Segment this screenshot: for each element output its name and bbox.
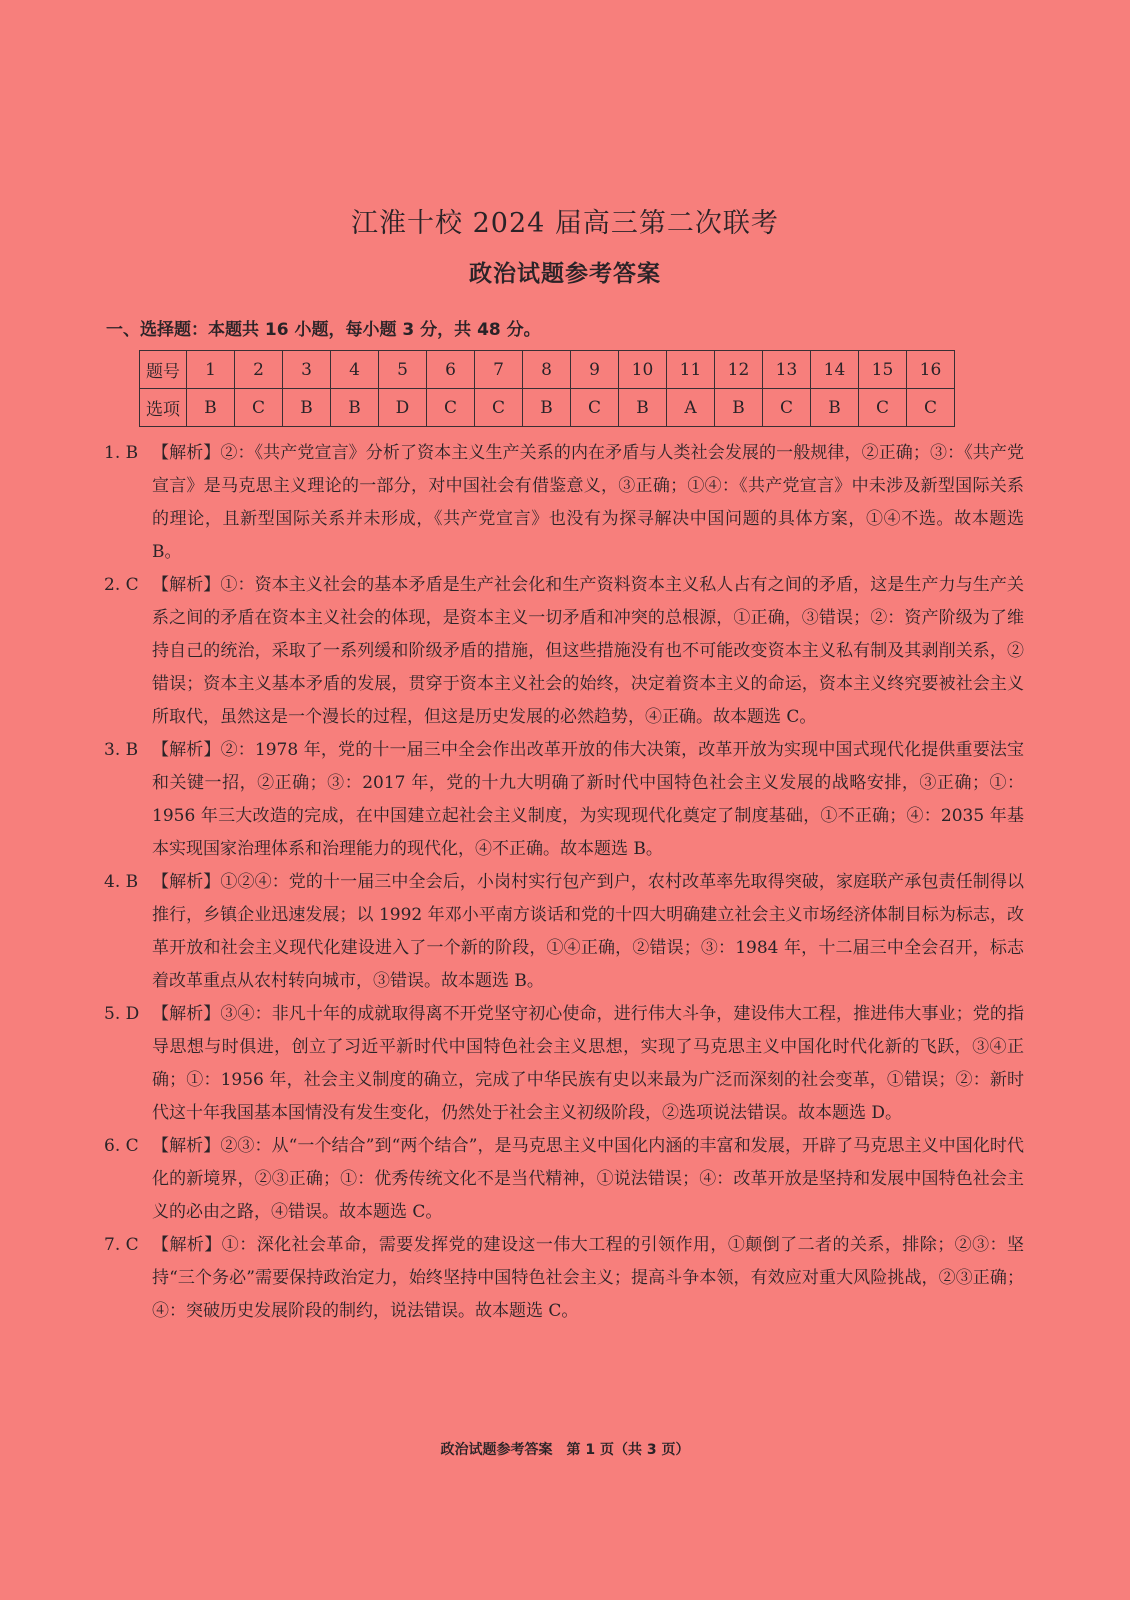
table-cell-number: 7 (475, 351, 523, 389)
item-text: 【解析】①：深化社会革命，需要发挥党的建设这一伟大工程的引领作用，①颠倒了二者的关系，排除；②③：坚持“三个务必”需要保持政治定力，始终坚持中国特色社会主义；提高斗争本领，有效应对重大风险挑战，②③正确；④：突破历史发展阶段的制约，说法错误。故本题选 C。 (152, 1235, 1024, 1321)
table-cell-choice: C (427, 389, 475, 427)
table-cell-number: 6 (427, 351, 475, 389)
table-cell-number: 16 (907, 351, 955, 389)
item-text: 【解析】②：1978 年，党的十一届三中全会作出改革开放的伟大决策，改革开放为实现中国式现代化提供重要法宝和关键一招，②正确；③：2017 年，党的十九大明确了新时代中国特色社会主义发展的战略安排，③正确；①：1956 年三大改造的完成，在中国建立起社会主义制度，为实现现代化奠定了制度基础，①不正确；④：2035 年基本实现国家治理体系和治理能力的现代化，④不正确。故本题选 B。 (152, 740, 1024, 859)
table-cell-number: 3 (283, 351, 331, 389)
table-cell-choice: B (523, 389, 571, 427)
explanation-item (104, 1229, 1024, 1328)
table-cell-choice: A (667, 389, 715, 427)
table-cell-number: 12 (715, 351, 763, 389)
item-number: 6. C (104, 1136, 139, 1156)
page-footer: 政治试题参考答案 第 1 页（共 3 页） (440, 1442, 690, 1458)
table-cell-choice: C (571, 389, 619, 427)
table-cell-choice: B (811, 389, 859, 427)
table-cell-number: 15 (859, 351, 907, 389)
item-text: 【解析】③④：非凡十年的成就取得离不开党坚守初心使命，进行伟大斗争，建设伟大工程，推进伟大事业；党的指导思想与时俱进，创立了习近平新时代中国特色社会主义思想，实现了马克思主义中国化时代化新的飞跃，③④正确；①：1956 年，社会主义制度的确立，完成了中华民族有史以来最为广泛而深刻的社会变革，①错误；②：新时代这十年我国基本国情没有发生变化，仍然处于社会主义初级阶段，②选项说法错误。故本题选 D。 (152, 1004, 1024, 1123)
explanation-list (104, 437, 1024, 1328)
explanation-item (104, 998, 1024, 1130)
item-text: 【解析】②③：从“一个结合”到“两个结合”，是马克思主义中国化内涵的丰富和发展，开辟了马克思主义中国化时代化的新境界，②③正确；①：优秀传统文化不是当代精神，①说法错误；④：改革开放是坚持和发展中国特色社会主义的必由之路，④错误。故本题选 C。 (152, 1136, 1024, 1222)
table-cell-number: 8 (523, 351, 571, 389)
table-cell-number: 13 (763, 351, 811, 389)
row-label-number: 题号 (140, 351, 187, 389)
table-cell-number: 5 (379, 351, 427, 389)
item-text: 【解析】①②④：党的十一届三中全会后，小岗村实行包产到户，农村改革率先取得突破，家庭联产承包责任制得以推行，乡镇企业迅速发展；以 1992 年邓小平南方谈话和党的十四大明确建立社会主义市场经济体制目标为标志，改革开放和社会主义现代化建设进入了一个新的阶段，①④正确，②错误；③：1984 年，十二届三中全会召开，标志着改革重点从农村转向城市，③错误。故本题选 B。 (152, 872, 1024, 991)
exam-title: 江淮十校 2024 届高三第二次联考 (351, 208, 779, 239)
row-label-choice: 选项 (140, 389, 187, 427)
explanation-item (104, 1130, 1024, 1229)
table-cell-number: 2 (235, 351, 283, 389)
explanation-item (104, 437, 1024, 569)
item-number: 2. C (104, 575, 139, 595)
table-cell-number: 11 (667, 351, 715, 389)
table-cell-number: 4 (331, 351, 379, 389)
item-number: 3. B (104, 740, 139, 760)
table-cell-choice: C (907, 389, 955, 427)
table-cell-choice: B (187, 389, 235, 427)
answer-table-choice-row (140, 389, 955, 427)
table-cell-choice: C (475, 389, 523, 427)
item-text: 【解析】②：《共产党宣言》分析了资本主义生产关系的内在矛盾与人类社会发展的一般规律，②正确；③：《共产党宣言》是马克思主义理论的一部分，对中国社会有借鉴意义，③正确；①④：《共产党宣言》中未涉及新型国际关系的理论，且新型国际关系并未形成，《共产党宣言》也没有为探寻解决中国问题的具体方案，①④不选。故本题选 B。 (152, 443, 1024, 562)
explanation-item (104, 866, 1024, 998)
item-text: 【解析】①：资本主义社会的基本矛盾是生产社会化和生产资料资本主义私人占有之间的矛盾，这是生产力与生产关系之间的矛盾在资本主义社会的体现，是资本主义一切矛盾和冲突的总根源，①正确，③错误；②：资产阶级为了维持自己的统治，采取了一系列缓和阶级矛盾的措施，但这些措施没有也不可能改变资本主义私有制及其剥削关系，②错误；资本主义基本矛盾的发展，贯穿于资本主义社会的始终，决定着资本主义的命运，资本主义终究要被社会主义所取代，虽然这是一个漫长的过程，但这是历史发展的必然趋势，④正确。故本题选 C。 (152, 575, 1024, 727)
table-cell-number: 10 (619, 351, 667, 389)
item-number: 7. C (104, 1235, 139, 1255)
table-cell-choice: B (715, 389, 763, 427)
table-cell-number: 1 (187, 351, 235, 389)
item-number: 4. B (104, 872, 139, 892)
exam-subtitle: 政治试题参考答案 (469, 261, 661, 287)
table-cell-number: 9 (571, 351, 619, 389)
table-cell-choice: C (235, 389, 283, 427)
explanation-item (104, 734, 1024, 866)
explanation-item (104, 569, 1024, 734)
item-number: 1. B (104, 443, 139, 463)
table-cell-choice: D (379, 389, 427, 427)
table-cell-choice: C (859, 389, 907, 427)
answer-table (139, 350, 955, 427)
item-number: 5. D (104, 1004, 140, 1024)
table-cell-choice: B (331, 389, 379, 427)
table-cell-choice: B (619, 389, 667, 427)
answer-table-number-row (140, 351, 955, 389)
table-cell-choice: C (763, 389, 811, 427)
table-cell-choice: B (283, 389, 331, 427)
section-heading: 一、选择题：本题共 16 小题，每小题 3 分，共 48 分。 (106, 320, 541, 340)
table-cell-number: 14 (811, 351, 859, 389)
